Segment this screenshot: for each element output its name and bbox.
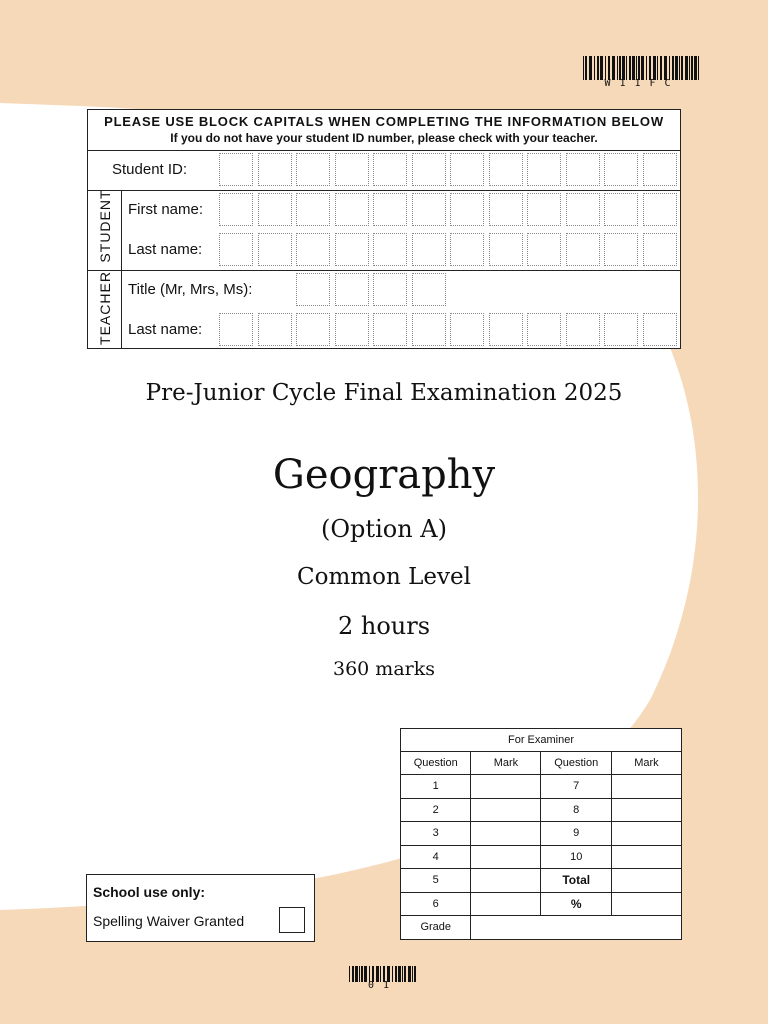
- char-box[interactable]: [412, 313, 446, 346]
- mark-cell[interactable]: [611, 775, 681, 799]
- char-box[interactable]: [373, 233, 407, 266]
- mark-cell[interactable]: [471, 869, 541, 893]
- mark-cell[interactable]: [471, 775, 541, 799]
- table-row: [401, 822, 682, 846]
- char-box[interactable]: [258, 313, 292, 346]
- char-box[interactable]: [604, 313, 638, 346]
- total-cell[interactable]: [611, 869, 681, 893]
- barcode-bar: [641, 56, 644, 80]
- barcode-bar: [646, 56, 647, 80]
- char-box[interactable]: [412, 273, 446, 306]
- char-box[interactable]: [566, 153, 600, 186]
- question-number: 7: [541, 775, 611, 799]
- exam-option: (Option A): [321, 515, 447, 543]
- barcode-bar: [619, 56, 621, 80]
- char-box[interactable]: [335, 193, 369, 226]
- table-row: [401, 869, 682, 893]
- char-box[interactable]: [643, 233, 677, 266]
- table-row: [401, 892, 682, 916]
- barcode-bar: [669, 56, 670, 80]
- barcode-bar: [638, 56, 640, 80]
- barcode-bar: [612, 56, 615, 80]
- char-box[interactable]: [296, 313, 330, 346]
- divider: [88, 270, 680, 271]
- student-section-label: STUDENT: [97, 189, 113, 263]
- char-box[interactable]: [219, 233, 253, 266]
- char-box[interactable]: [219, 153, 253, 186]
- teacher-last-name-boxes[interactable]: [219, 313, 681, 346]
- teacher-section-label: TEACHER: [97, 271, 113, 345]
- mark-cell[interactable]: [471, 822, 541, 846]
- char-box[interactable]: [527, 193, 561, 226]
- barcode-bar: [675, 56, 678, 80]
- exam-name: Pre-Junior Cycle Final Examination 2025: [145, 380, 623, 406]
- barcode-bar: [653, 56, 656, 80]
- col-header-mark: Mark: [611, 752, 681, 775]
- examiner-title: For Examiner: [401, 729, 682, 752]
- barcode-bar: [698, 56, 699, 80]
- char-box[interactable]: [335, 273, 369, 306]
- examiner-table: [400, 728, 682, 940]
- char-box[interactable]: [296, 273, 330, 306]
- char-box[interactable]: [489, 313, 523, 346]
- char-box[interactable]: [566, 313, 600, 346]
- char-box[interactable]: [258, 233, 292, 266]
- char-box[interactable]: [489, 193, 523, 226]
- exam-marks: 360 marks: [333, 658, 435, 680]
- char-box[interactable]: [373, 313, 407, 346]
- mark-cell[interactable]: [611, 798, 681, 822]
- barcode-bar: [600, 56, 603, 80]
- barcode-bar: [594, 56, 595, 80]
- char-box[interactable]: [373, 193, 407, 226]
- char-box[interactable]: [412, 233, 446, 266]
- barcode-bar: [664, 56, 667, 80]
- barcode-bar: [657, 56, 658, 80]
- char-box[interactable]: [335, 233, 369, 266]
- barcode-bar: [617, 56, 618, 80]
- char-box[interactable]: [412, 193, 446, 226]
- barcode-bar: [649, 56, 651, 80]
- char-box[interactable]: [604, 233, 638, 266]
- barcode-bar: [608, 56, 610, 80]
- table-row: [401, 798, 682, 822]
- barcode-bar: [694, 56, 697, 80]
- info-heading: PLEASE USE BLOCK CAPITALS WHEN COMPLETING THE INFORMATION BELOW: [104, 114, 664, 129]
- col-header-question: Question: [401, 752, 471, 775]
- teacher-last-name-label: Last name:: [128, 321, 203, 338]
- char-box[interactable]: [450, 313, 484, 346]
- exam-duration: 2 hours: [337, 612, 431, 640]
- char-box[interactable]: [566, 193, 600, 226]
- char-box[interactable]: [219, 313, 253, 346]
- table-row: [401, 845, 682, 869]
- char-box[interactable]: [296, 233, 330, 266]
- char-box[interactable]: [258, 193, 292, 226]
- exam-subject: Geography: [272, 452, 496, 498]
- spelling-waiver-checkbox[interactable]: [279, 907, 305, 933]
- barcode-bottom-text: 01: [367, 980, 399, 991]
- info-header: [88, 110, 680, 151]
- title-label: Title (Mr, Mrs, Ms):: [128, 281, 253, 298]
- char-box[interactable]: [450, 233, 484, 266]
- barcode-bar: [589, 56, 592, 80]
- percent-label: %: [541, 892, 611, 916]
- barcode-bar: [597, 56, 599, 80]
- last-name-boxes[interactable]: [219, 233, 681, 266]
- barcode-bar: [626, 56, 627, 80]
- char-box[interactable]: [527, 313, 561, 346]
- char-box[interactable]: [604, 193, 638, 226]
- table-row: [401, 916, 682, 940]
- barcode-bar: [629, 56, 631, 80]
- info-subheading: If you do not have your student ID number, please check with your teacher.: [170, 131, 598, 145]
- char-box[interactable]: [450, 153, 484, 186]
- barcode-bar: [636, 56, 637, 80]
- barcode-bar: [679, 56, 680, 80]
- barcode-bar: [583, 56, 584, 80]
- first-name-label: First name:: [128, 201, 204, 218]
- question-number: 8: [541, 798, 611, 822]
- barcode-bar: [660, 56, 662, 80]
- char-box[interactable]: [643, 313, 677, 346]
- barcode-top: [583, 56, 701, 80]
- table-row: [401, 775, 682, 799]
- question-number: 9: [541, 822, 611, 846]
- mark-cell[interactable]: [471, 892, 541, 916]
- barcode-bar: [689, 56, 690, 80]
- barcode-bar: [585, 56, 587, 80]
- title-boxes[interactable]: [296, 273, 450, 306]
- barcode-bar: [681, 56, 683, 80]
- char-box[interactable]: [258, 153, 292, 186]
- char-box[interactable]: [373, 153, 407, 186]
- char-box[interactable]: [296, 193, 330, 226]
- barcode-bar: [622, 56, 625, 80]
- char-box[interactable]: [219, 193, 253, 226]
- char-box[interactable]: [643, 153, 677, 186]
- school-use-title: School use only:: [93, 884, 206, 900]
- char-box[interactable]: [296, 153, 330, 186]
- student-info-form: [87, 109, 681, 349]
- barcode-top-text: W11FC: [604, 78, 680, 89]
- char-box[interactable]: [335, 313, 369, 346]
- mark-cell[interactable]: [611, 822, 681, 846]
- spelling-waiver-label: Spelling Waiver Granted: [93, 913, 245, 929]
- barcode-bar: [685, 56, 688, 80]
- mark-cell[interactable]: [471, 798, 541, 822]
- char-box[interactable]: [489, 153, 523, 186]
- mark-cell[interactable]: [471, 845, 541, 869]
- question-number: 10: [541, 845, 611, 869]
- char-box[interactable]: [450, 193, 484, 226]
- col-header-mark: Mark: [471, 752, 541, 775]
- char-box[interactable]: [527, 153, 561, 186]
- divider: [88, 190, 680, 191]
- school-use-box: [86, 874, 315, 942]
- student-id-boxes[interactable]: [219, 153, 681, 186]
- question-number: 6: [401, 892, 471, 916]
- char-box[interactable]: [373, 273, 407, 306]
- char-box[interactable]: [527, 233, 561, 266]
- char-box[interactable]: [566, 233, 600, 266]
- student-id-label: Student ID:: [112, 161, 188, 178]
- barcode-bar: [691, 56, 693, 80]
- grade-cell[interactable]: [471, 916, 682, 940]
- barcode-bar: [605, 56, 606, 80]
- char-box[interactable]: [643, 193, 677, 226]
- percent-cell[interactable]: [611, 892, 681, 916]
- col-header-question: Question: [541, 752, 611, 775]
- question-number: 5: [401, 869, 471, 893]
- last-name-label: Last name:: [128, 241, 203, 258]
- char-box[interactable]: [335, 153, 369, 186]
- barcode-bar: [672, 56, 674, 80]
- question-number: 1: [401, 775, 471, 799]
- total-label: Total: [541, 869, 611, 893]
- mark-cell[interactable]: [611, 845, 681, 869]
- grade-label: Grade: [401, 916, 471, 940]
- barcode-bar: [632, 56, 635, 80]
- question-number: 3: [401, 822, 471, 846]
- question-number: 4: [401, 845, 471, 869]
- exam-level: Common Level: [297, 564, 471, 590]
- question-number: 2: [401, 798, 471, 822]
- first-name-boxes[interactable]: [219, 193, 681, 226]
- char-box[interactable]: [412, 153, 446, 186]
- char-box[interactable]: [604, 153, 638, 186]
- char-box[interactable]: [489, 233, 523, 266]
